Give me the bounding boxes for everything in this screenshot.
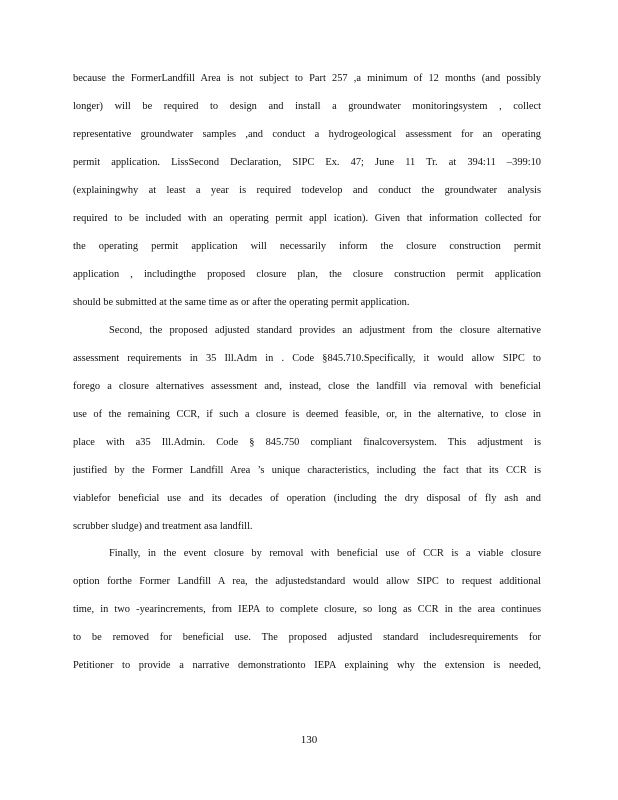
- text-line: Petitioner to provide a narrative demonstrationto IEPA explaining why the extension is needed,: [73, 660, 541, 671]
- text-line: Finally, in the event closure by removal with beneficial use of CCR is a viable closure: [109, 548, 541, 559]
- text-line: the operating permit application will necessarily inform the closure construction permit: [73, 241, 541, 252]
- text-line: forego a closure alternatives assessment and, instead, close the landfill via removal with beneficial: [73, 381, 541, 392]
- text-line: required to be included with an operating permit appl ication). Given that information collected for: [73, 213, 541, 224]
- text-line: application , includingthe proposed closure plan, the closure construction permit application: [73, 269, 541, 280]
- text-line: (explainingwhy at least a year is required todevelop and conduct the groundwater analysis: [73, 185, 541, 196]
- text-line: place with a35 Ill.Admin. Code § 845.750 compliant finalcoversystem. This adjustment is: [73, 437, 541, 448]
- text-line: because the FormerLandfill Area is not subject to Part 257 ,a minimum of 12 months (and possibly: [73, 73, 541, 84]
- text-line: assessment requirements in 35 Ill.Adm in . Code §845.710.Specifically, it would allow SIPC to: [73, 353, 541, 364]
- text-line: permit application. LissSecond Declaration, SIPC Ex. 47; June 11 Tr. at 394:11 –399:10: [73, 157, 541, 168]
- text-line: Second, the proposed adjusted standard provides an adjustment from the closure alternative: [109, 325, 541, 336]
- text-line: justified by the Former Landfill Area ’s unique characteristics, including the fact that its CCR is: [73, 465, 541, 476]
- text-line: viablefor beneficial use and its decades of operation (including the dry disposal of fly ash and: [73, 493, 541, 504]
- text-line: longer) will be required to design and install a groundwater monitoringsystem , collect: [73, 101, 541, 112]
- text-line: to be removed for beneficial use. The proposed adjusted standard includesrequirements for: [73, 632, 541, 643]
- text-line: time, in two -yearincrements, from IEPA to complete closure, so long as CCR in the area continues: [73, 604, 541, 615]
- text-line: use of the remaining CCR, if such a closure is deemed feasible, or, in the alternative, to close in: [73, 409, 541, 420]
- text-line: should be submitted at the same time as or after the operating permit application.: [73, 297, 410, 308]
- text-line: option forthe Former Landfill A rea, the adjustedstandard would allow SIPC to request additional: [73, 576, 541, 587]
- text-line: scrubber sludge) and treatment asa landfill.: [73, 521, 253, 532]
- text-line: representative groundwater samples ,and conduct a hydrogeological assessment for an operating: [73, 129, 541, 140]
- page-number: 130: [300, 734, 318, 746]
